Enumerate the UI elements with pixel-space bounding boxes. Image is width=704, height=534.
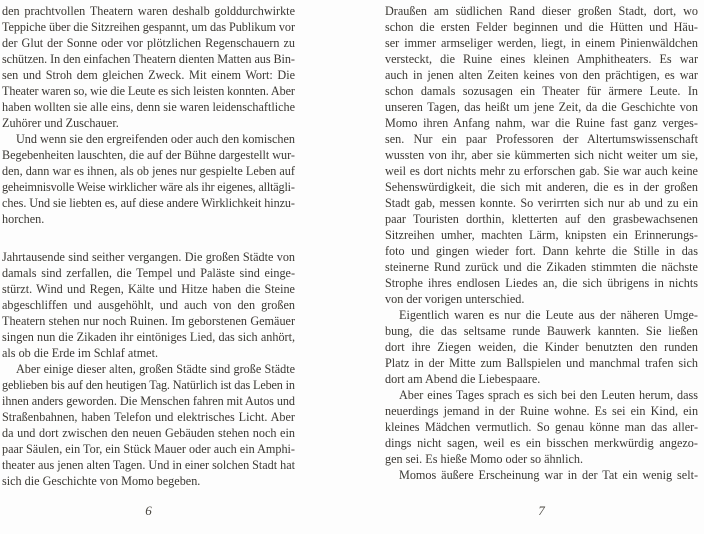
text-line — [2, 131, 295, 147]
text-line — [385, 451, 698, 467]
text-line-content: Draußen am südlichen Rand dieser großen Stadt, dort, wo — [385, 4, 698, 18]
text-line-content: paar Touristen dorthin, kletterten auf den grasbewachsenen — [385, 212, 698, 226]
text-line — [2, 163, 295, 179]
text-line — [2, 51, 295, 67]
text-line-content: Und wenn sie den ergreifenden oder auch den komischen — [16, 132, 295, 146]
page-number-left: 6 — [145, 503, 152, 518]
text-line-content: ches. Und sie liebten es, auf diese andere Wirklichkeit hinzu- — [2, 196, 295, 210]
text-line — [385, 115, 698, 131]
text-line-content: Momo ihren Anfang nahm, war die Ruine fast ganz verges- — [385, 116, 698, 130]
text-line — [385, 291, 698, 307]
text-line-content: Sehenswürdigkeit, die sich mit anderen, die es in der großen — [385, 180, 699, 194]
text-line — [385, 435, 698, 451]
text-line-content: schon die ersten Felder beginnen und die Hütten und Häu- — [385, 20, 698, 34]
text-line-content: unseren Tagen, das heißt um jene Zeit, da die Geschichte von — [385, 100, 698, 114]
text-line-content: Platz in der Mitte zum Ballspielen und manchmal trafen sich — [385, 356, 698, 370]
text-line-content: Stadt gab, messen konnte. So verirrten sich nur ab und zu ein — [385, 196, 699, 210]
text-line-content: geblieben bis auf den heutigen Tag. Natürlich ist das Leben in — [2, 378, 295, 392]
text-line — [385, 211, 698, 227]
text-line-content: weil es dort nichts mehr zu erforschen gab. Sie war auch keine — [385, 164, 698, 178]
text-line-content: horchen. — [2, 212, 45, 226]
paragraph — [385, 387, 698, 467]
text-line-content: gen sei. Es hieße Momo oder so ähnlich. — [385, 452, 584, 466]
text-line — [2, 313, 295, 329]
text-line-content: Sitzreihen umher, machten Lärm, knipsten ein Erinnerungs- — [385, 228, 698, 242]
text-line-content: schützen. In den einfachen Theatern dienten Matten aus Bin- — [2, 52, 295, 66]
text-line — [385, 83, 698, 99]
text-line — [385, 227, 698, 243]
text-line — [2, 19, 295, 35]
text-line — [2, 409, 295, 425]
text-line — [385, 387, 698, 403]
text-line — [385, 355, 698, 371]
text-line-content: Teppiche über die Sitzreihen gespannt, um das Publikum vor — [2, 20, 295, 34]
text-line — [385, 51, 698, 67]
paragraph — [385, 467, 698, 483]
text-line-content: Momos äußere Erscheinung war in der Tat ein wenig selt- — [399, 468, 699, 482]
text-line — [2, 179, 295, 195]
page-number-right: 7 — [538, 503, 545, 518]
text-line — [385, 307, 698, 323]
text-line — [2, 249, 295, 265]
section-break — [2, 227, 295, 249]
text-line-content: Theater waren so, wie die Leute es sich leisten konnten. Aber — [2, 84, 295, 98]
text-line — [2, 297, 295, 313]
text-line — [2, 457, 295, 473]
text-line — [2, 329, 295, 345]
text-line-content: paar Säulen, ein Tor, ein Stück Mauer oder auch ein Amphi- — [2, 442, 295, 456]
text-line — [385, 323, 698, 339]
text-line — [385, 19, 698, 35]
text-line — [2, 115, 295, 131]
text-line — [385, 147, 698, 163]
text-line-content: Theatern stehen nur noch Ruinen. Im geborstenen Gemäuer — [2, 314, 296, 328]
page-left-text-column — [2, 3, 295, 489]
text-line-content: neuerdings jemand in der Ruine wohne. Es sei ein Kind, ein — [385, 404, 699, 418]
text-line-content: Jahrtausende sind seither vergangen. Die großen Städte von — [2, 250, 296, 264]
text-line-content: steinerne Rund zurück und die Zikaden stimmten die nächste — [385, 260, 698, 274]
text-line — [385, 67, 698, 83]
text-line-content: sen und Stroh dem gleichen Zweck. Mit einem Wort: Die — [2, 68, 295, 82]
text-line — [2, 473, 295, 489]
text-line-content: ihnen anders geworden. Die Menschen fahren mit Autos und — [2, 394, 295, 408]
text-line — [2, 361, 295, 377]
text-line — [2, 67, 295, 83]
text-line — [385, 371, 698, 387]
text-line-content: auch in jenen alten Zeiten keines von den prächtigen, es war — [385, 68, 698, 82]
text-line-content: geheimnisvolle Weise wirklicher wäre als ihr eigenes, alltägli- — [2, 180, 295, 194]
text-line-content: dort ihre Ziegen weiden, die Kinder benutzten den runden — [385, 340, 698, 354]
text-line — [2, 425, 295, 441]
text-line-content: Aber einige dieser alten, großen Städte sind große Städte — [16, 362, 296, 376]
text-line-content: singen nun die Zikaden ihr eintöniges Lied, das sich anhört, — [2, 330, 296, 344]
text-line-content: dings nicht sagen, weil es ein bisschen merkwürdig angezo- — [385, 436, 698, 450]
paragraph — [2, 131, 295, 227]
text-line — [2, 99, 295, 115]
text-line — [385, 467, 698, 483]
text-line — [385, 403, 698, 419]
paragraph — [385, 307, 698, 387]
text-line — [385, 131, 698, 147]
text-line-content: ser immer armseliger werden, liegt, in einem Pinienwäldchen — [385, 36, 699, 50]
text-line-content: Zuhörer und Zuschauer. — [2, 116, 119, 130]
text-line-content: Strophe ihres endlosen Liedes an, die sich übrigens in nichts — [385, 276, 699, 290]
text-line-content: dort am Abend die Liebespaare. — [385, 372, 541, 386]
text-line-content: den prachtvollen Theatern waren deshalb golddurchwirkte — [2, 4, 295, 18]
paragraph — [2, 249, 295, 361]
text-line — [385, 3, 698, 19]
text-line — [2, 83, 295, 99]
text-line — [385, 243, 698, 259]
text-line — [2, 281, 295, 297]
text-line-content: haben wollten sie alle eins, denn sie waren leidenschaftliche — [2, 100, 295, 114]
text-line — [2, 195, 295, 211]
paragraph — [385, 3, 698, 307]
text-line — [385, 163, 698, 179]
text-line-content: foto und gingen wieder fort. Dann kehrte die Stille in das — [385, 244, 698, 258]
text-line-content: stürzt. Wind und Regen, Kälte und Hitze haben die Steine — [2, 282, 295, 296]
text-line — [2, 441, 295, 457]
text-line — [385, 339, 698, 355]
text-line — [2, 35, 295, 51]
text-line-content: der Glut der Sonne oder vor plötzlichen Regenschauern zu — [2, 36, 295, 50]
text-line-content: den, dann war es ihnen, als ob jenes nur gespielte Leben auf — [2, 164, 295, 178]
text-line — [2, 377, 295, 393]
text-line-content: da und dort zwischen den neuen Gebäuden stehen noch ein — [2, 426, 295, 440]
text-line — [2, 3, 295, 19]
text-line-content: Aber eines Tages sprach es sich bei den Leuten herum, dass — [399, 388, 698, 402]
text-line-content: bung, die das seltsame runde Bauwerk kannten. Sie ließen — [385, 324, 698, 338]
page-right-text-column — [385, 3, 698, 483]
text-line — [385, 179, 698, 195]
text-line — [2, 393, 295, 409]
text-line — [385, 419, 698, 435]
text-line — [2, 147, 295, 163]
text-line — [385, 275, 698, 291]
text-line-content: versteckt, die Ruine eines kleinen Amphitheaters. Es war — [385, 52, 698, 66]
text-line-content: Straßenbahnen, haben Telefon und elektrisches Licht. Aber — [2, 410, 295, 424]
text-line-content: abgeschliffen und ausgehöhlt, und auch von den großen — [2, 298, 295, 312]
text-line-content: wussten von ihr, aber sie kümmerten sich nicht weiter um sie, — [385, 148, 699, 162]
text-line — [2, 211, 295, 227]
paragraph — [2, 3, 295, 131]
paragraph — [2, 361, 295, 489]
text-line-content: Begebenheiten lauschten, die auf der Bühne dargestellt wur- — [2, 148, 295, 162]
text-line-content: sen. Nur ein paar Professoren der Altertumswissenschaft — [385, 132, 698, 146]
text-line-content: sich die Geschichte von Momo begeben. — [2, 474, 201, 488]
text-line-content: kleines Mädchen vermutlich. So genau könne man das aller- — [385, 420, 699, 434]
text-line — [2, 265, 295, 281]
text-line — [385, 195, 698, 211]
text-line-content: schon damals sozusagen ein Theater für ärmere Leute. In — [385, 84, 698, 98]
text-line-content: theater aus jenen alten Tagen. Und in einer solchen Stadt hat — [2, 458, 295, 472]
text-line-content: von der vorigen unterschied. — [385, 292, 525, 306]
text-line-content: Eigentlich waren es nur die Leute aus der näheren Umge- — [399, 308, 698, 322]
text-line — [2, 345, 295, 361]
text-line — [385, 259, 698, 275]
text-line — [385, 99, 698, 115]
text-line-content: damals sind zerfallen, die Tempel und Paläste sind einge- — [2, 266, 296, 280]
text-line — [385, 35, 698, 51]
text-line-content: als ob die Erde im Schlaf atmet. — [2, 346, 159, 360]
